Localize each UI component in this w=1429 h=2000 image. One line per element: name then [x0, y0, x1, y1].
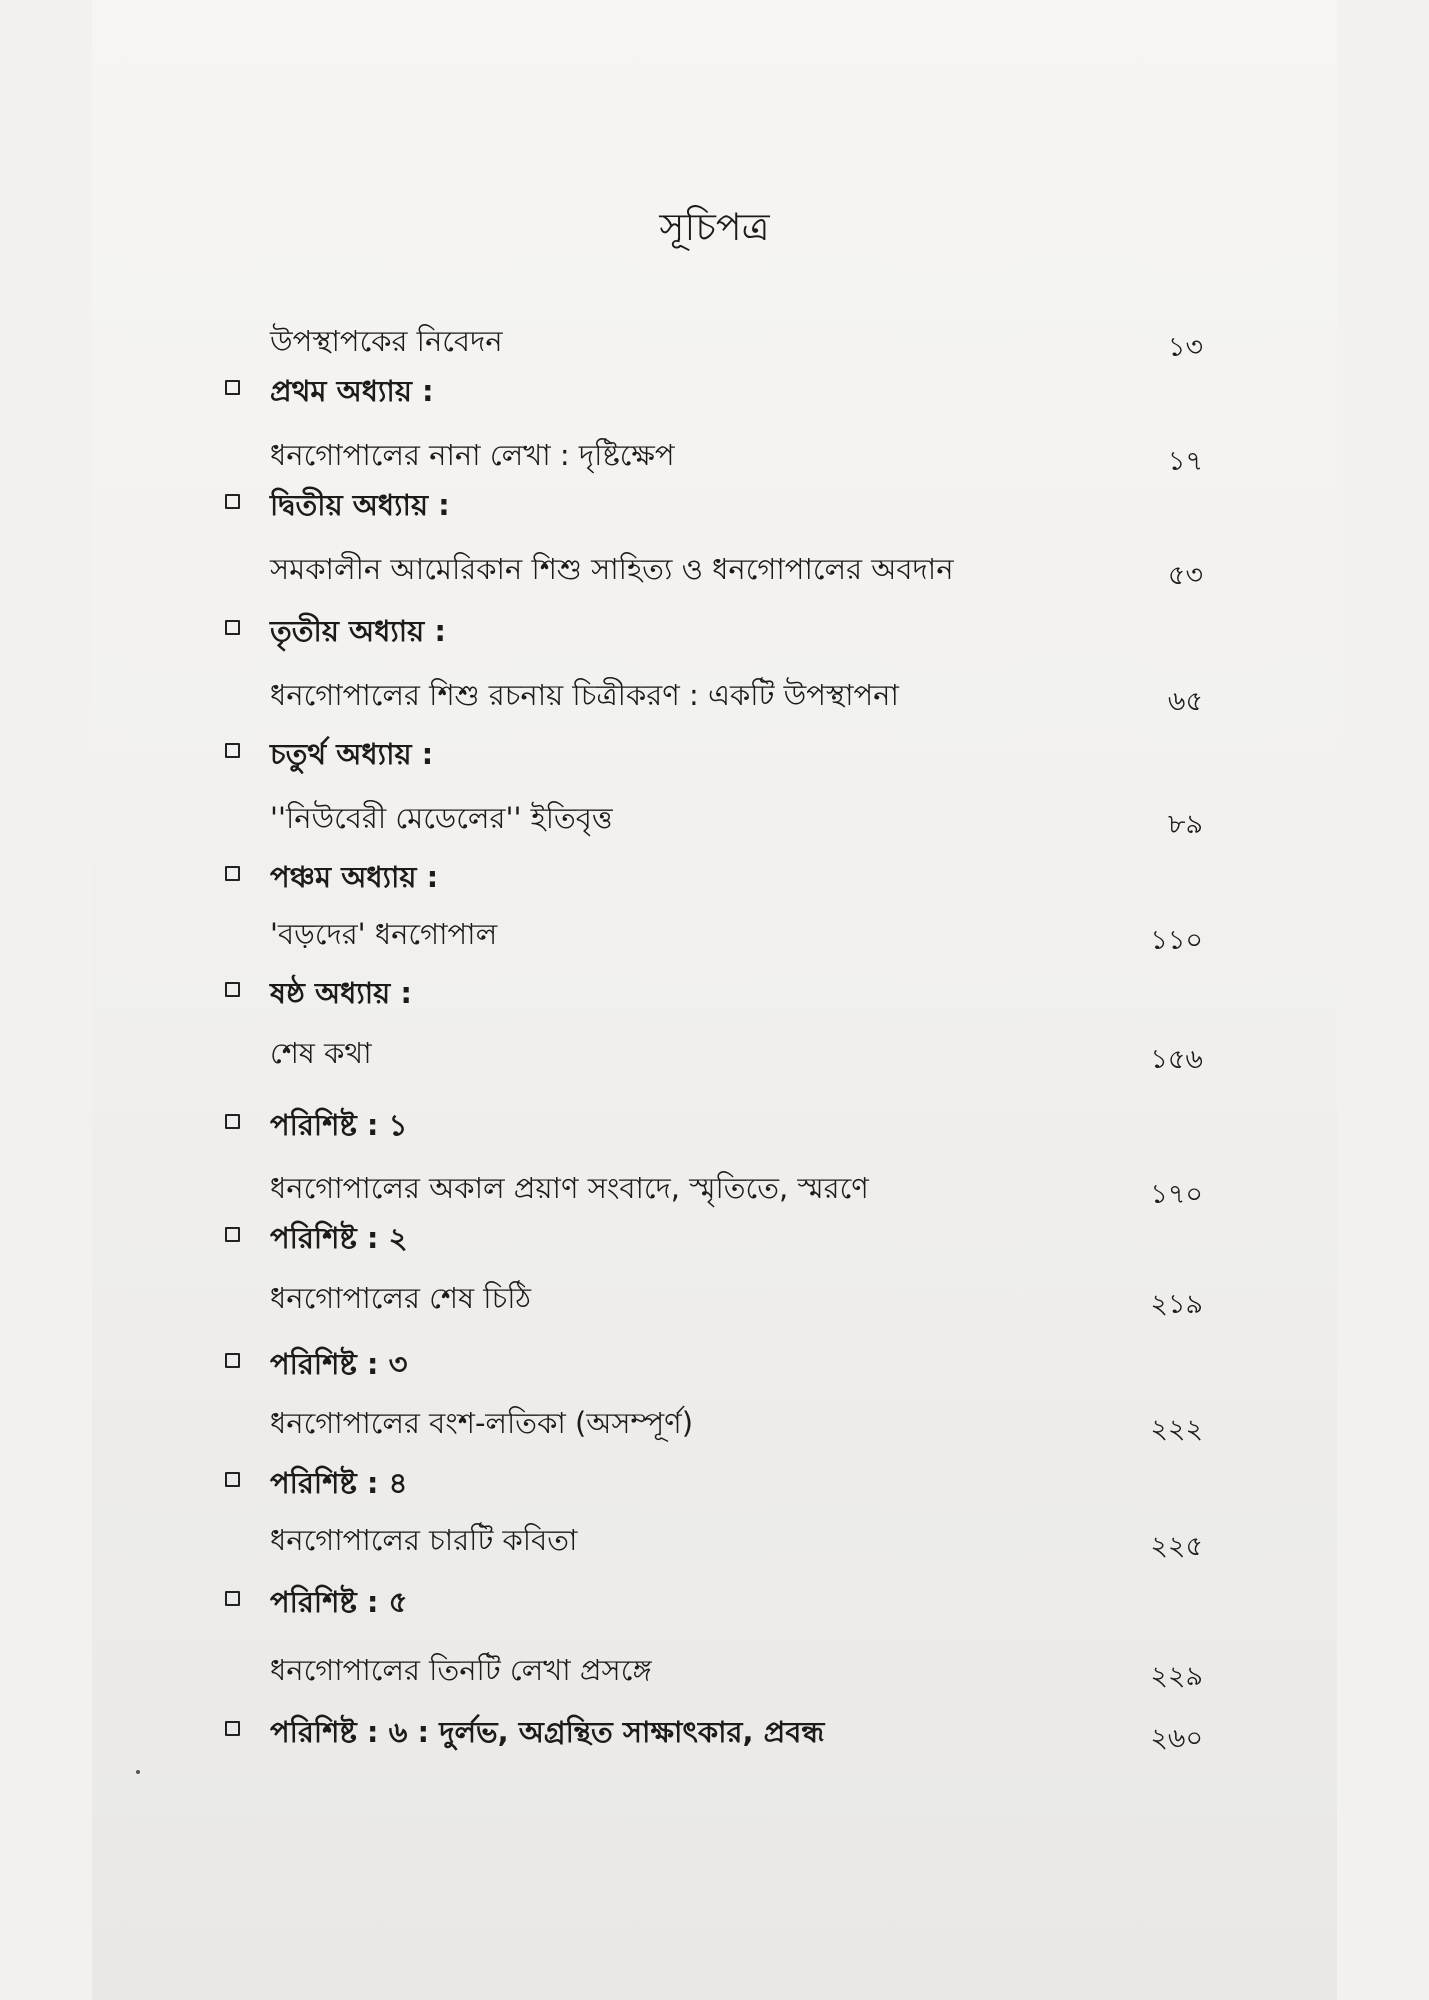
toc-item [0, 1642, 1429, 1694]
toc-chapter-heading [0, 477, 1429, 529]
toc-item [0, 1025, 1429, 1077]
checkbox-square-icon [225, 1353, 240, 1368]
chapter-label: পরিশিষ্ট : ৪ [270, 1466, 408, 1500]
toc-item [0, 1160, 1429, 1212]
checkbox-square-icon [225, 1472, 240, 1487]
toc-page-number: ১৭ [1167, 446, 1203, 477]
chapter-label: পরিশিষ্ট : ২ [270, 1221, 408, 1255]
toc-foreword [0, 313, 1429, 365]
checkbox-square-icon [225, 380, 240, 395]
toc-item-title: ধনগোপালের নানা লেখা : দৃষ্টিক্ষেপ [270, 438, 675, 472]
toc-chapter-heading [0, 849, 1429, 901]
chapter-label: দ্বিতীয় অধ্যায় : [270, 488, 450, 522]
page-title: সূচিপত্র [659, 205, 770, 249]
toc-page-number: ২৬০ [1150, 1723, 1203, 1754]
toc-chapter-heading [0, 1336, 1429, 1388]
chapter-label: পরিশিষ্ট : ১ [270, 1108, 408, 1142]
toc-page-number: ২১৯ [1150, 1289, 1203, 1320]
toc-chapter-heading [0, 965, 1429, 1017]
chapter-label: পঞ্চম অধ্যায় : [270, 860, 439, 894]
toc-item-title: শেষ কথা [270, 1036, 372, 1070]
checkbox-square-icon [225, 620, 240, 635]
toc-chapter-heading [0, 1210, 1429, 1262]
checkbox-square-icon [225, 1721, 240, 1736]
toc-item-title: সমকালীন আমেরিকান শিশু সাহিত্য ও ধনগোপালের অবদান [270, 552, 954, 586]
toc-item-title: ''নিউবেরী মেডেলের'' ইতিবৃত্ত [270, 801, 613, 835]
toc-item [0, 427, 1429, 479]
toc-item-title: ধনগোপালের বংশ-লতিকা (অসম্পূর্ণ) [270, 1406, 694, 1440]
ink-speck [136, 1770, 140, 1774]
toc-item [0, 667, 1429, 719]
chapter-label: চতুর্থ অধ্যায় : [270, 737, 434, 771]
toc-chapter-heading [0, 603, 1429, 655]
checkbox-square-icon [225, 1227, 240, 1242]
toc-page-number: ২২৯ [1150, 1661, 1203, 1692]
toc-item-title: ধনগোপালের অকাল প্রয়াণ সংবাদে, স্মৃতিতে, স্মরণে [270, 1171, 869, 1205]
toc-page-number: ১৩ [1167, 332, 1203, 363]
toc-page-number: ২২২ [1150, 1414, 1203, 1445]
checkbox-square-icon [225, 494, 240, 509]
toc-item-title: ধনগোপালের শেষ চিঠি [270, 1281, 532, 1315]
toc-item-title: ধনগোপালের চারটি কবিতা [270, 1523, 578, 1557]
toc-page-number: ১৫৬ [1150, 1044, 1203, 1075]
toc-item [0, 1512, 1429, 1564]
toc-page-number: ২২৫ [1150, 1531, 1203, 1562]
toc-chapter-heading [0, 363, 1429, 415]
toc-item [0, 1270, 1429, 1322]
toc-item [0, 541, 1429, 593]
toc-chapter-heading [0, 1455, 1429, 1507]
toc-item [0, 906, 1429, 958]
toc-page-number: ৮৯ [1167, 809, 1203, 840]
toc-page-number: ৬৫ [1167, 686, 1203, 717]
checkbox-square-icon [225, 743, 240, 758]
toc-item [0, 790, 1429, 842]
toc-item-title: ধনগোপালের শিশু রচনায় চিত্রীকরণ : একটি উপস্থাপনা [270, 678, 899, 712]
checkbox-square-icon [225, 866, 240, 881]
toc-chapter-heading [0, 1097, 1429, 1149]
chapter-label: পরিশিষ্ট : ৬ : দুর্লভ, অগ্রন্থিত সাক্ষাৎকার, প্রবন্ধ [270, 1715, 825, 1749]
toc-item [0, 1395, 1429, 1447]
toc-item-title: 'বড়দের' ধনগোপাল [270, 917, 498, 951]
chapter-label: ষষ্ঠ অধ্যায় : [270, 976, 412, 1010]
toc-page-number: ৫৩ [1167, 560, 1203, 591]
toc-page-number: ১১০ [1150, 925, 1203, 956]
chapter-label: তৃতীয় অধ্যায় : [270, 614, 446, 648]
checkbox-square-icon [225, 982, 240, 997]
checkbox-square-icon [225, 1114, 240, 1129]
checkbox-square-icon [225, 1591, 240, 1606]
toc-chapter-heading [0, 1574, 1429, 1626]
toc-page-number: ১৭০ [1150, 1179, 1203, 1210]
toc-chapter-heading [0, 726, 1429, 778]
chapter-label: পরিশিষ্ট : ৩ [270, 1347, 408, 1381]
chapter-label: পরিশিষ্ট : ৫ [270, 1585, 408, 1619]
toc-last-item [0, 1704, 1429, 1756]
toc-item-title: উপস্থাপকের নিবেদন [270, 324, 503, 358]
chapter-label: প্রথম অধ্যায় : [270, 374, 434, 408]
toc-item-title: ধনগোপালের তিনটি লেখা প্রসঙ্গে [270, 1653, 652, 1687]
